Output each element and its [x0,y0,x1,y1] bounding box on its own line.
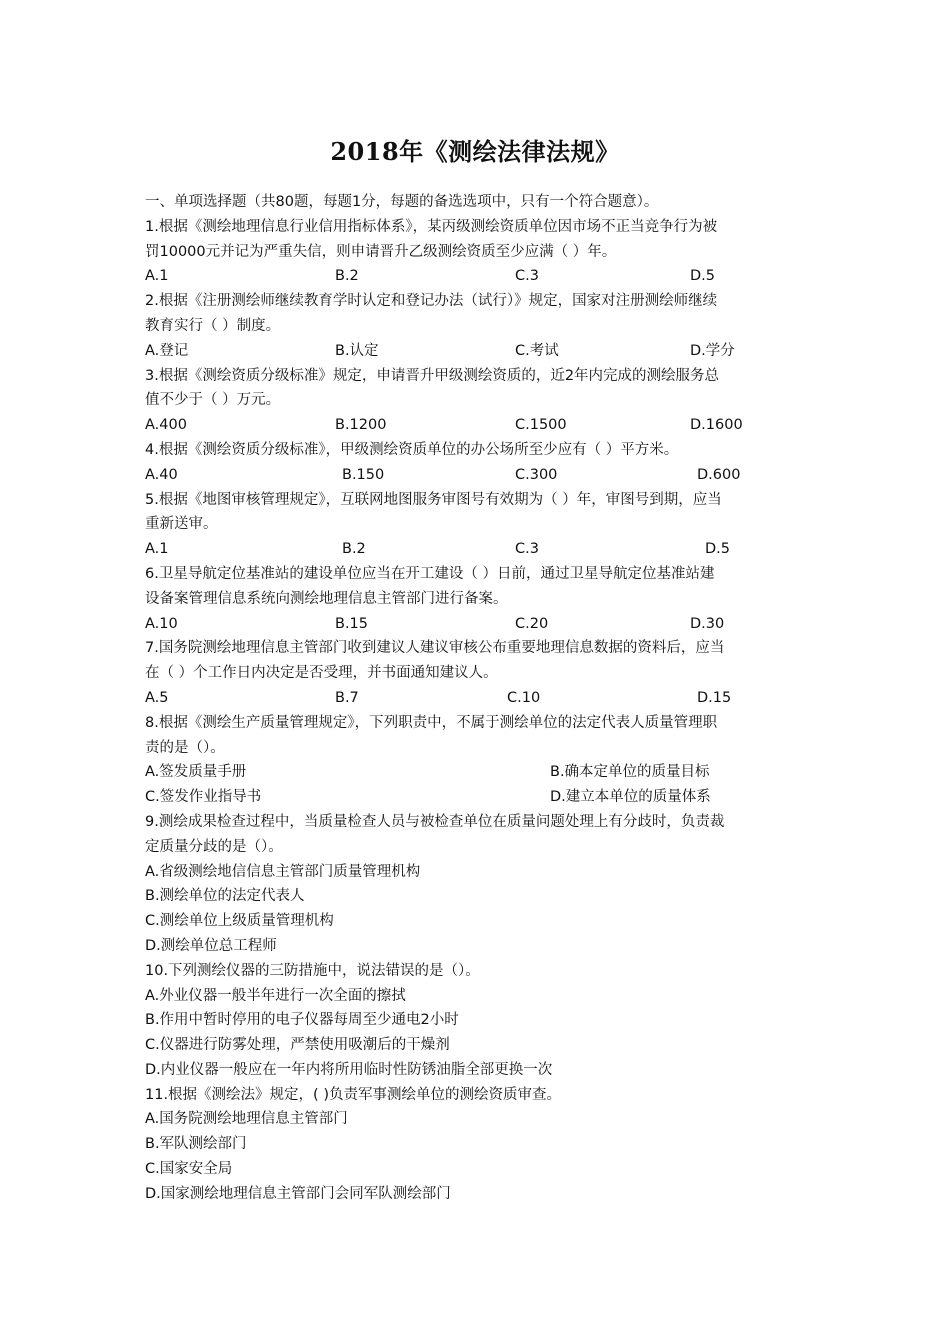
question-text: 10.下列测绘仪器的三防措施中，说法错误的是（）。 [145,962,480,979]
question-7 [145,636,810,710]
question-text: 7.国务院测绘地理信息主管部门收到建议人建议审核公布重要地理信息数据的资料后，应当 [145,640,725,657]
option-d: D.国家测绘地理信息主管部门会同军队测绘部门 [145,1185,451,1202]
option-a: A.登记 [145,342,189,359]
question-5 [145,488,810,562]
question-text: 2.根据《注册测绘师继续教育学时认定和登记办法（试行）》规定，国家对注册测绘师继续 [145,293,718,310]
option-d: D.学分 [690,342,735,359]
document-title: 2018年《测绘法律法规》 [330,137,620,166]
option-b: B.15 [335,615,369,632]
option-d: D.5 [690,268,715,285]
option-b: B.军队测绘部门 [145,1136,247,1153]
option-c: C.10 [507,689,541,706]
option-c: C.测绘单位上级质量管理机构 [145,913,334,930]
option-b: B.2 [335,268,359,285]
option-c: C.考试 [515,342,559,359]
option-a: A.省级测绘地信信息主管部门质量管理机构 [145,863,421,880]
section-heading: 一、单项选择题（共80题，每题1分，每题的备选选项中，只有一个符合题意）。 [145,194,659,210]
question-2 [145,289,810,363]
question-text: 定质量分歧的是（）。 [145,838,283,855]
options-row [145,413,810,438]
option-a: A.国务院测绘地理信息主管部门 [145,1111,348,1128]
question-8 [145,711,810,810]
options-row [145,686,810,711]
option-d: D.测绘单位总工程师 [145,937,277,954]
option-b: B.作用中暂时停用的电子仪器每周至少通电2小时 [145,1012,459,1029]
option-b: B.认定 [335,342,379,359]
option-b: B.150 [342,466,385,483]
document-body [145,190,810,1207]
options-row [145,537,810,562]
question-1 [145,215,810,289]
option-c: C.1500 [515,417,567,434]
option-a: A.5 [145,689,169,706]
option-d: D.内业仪器一般应在一年内将所用临时性防锈油脂全部更换一次 [145,1061,553,1078]
question-text: 3.根据《测绘资质分级标准》规定，申请晋升甲级测绘资质的，近2年内完成的测绘服务总 [145,367,720,384]
question-text: 11.根据《测绘法》规定，( )负责军事测绘单位的测绘资质审查。 [145,1086,561,1103]
question-text: 在（ ）个工作日内决定是否受理，并书面通知建议人。 [145,665,498,682]
option-c: C.仪器进行防雾处理，严禁使用吸潮后的干燥剂 [145,1037,450,1054]
question-text: 4.根据《测绘资质分级标准》，甲级测绘资质单位的办公场所至少应有（ ）平方米。 [145,441,679,458]
option-c: C.3 [515,268,539,285]
option-d: D.15 [697,689,732,706]
option-b: B.测绘单位的法定代表人 [145,888,305,905]
option-a: A.10 [145,615,178,632]
option-b: B.确本定单位的质量目标 [550,764,710,781]
option-b: B.7 [335,689,359,706]
question-text: 设备案管理信息系统向测绘地理信息主管部门进行备案。 [145,590,508,607]
options-row [145,339,810,364]
question-text: 重新送审。 [145,516,218,533]
option-d: D.1600 [690,417,743,434]
options-row [145,760,810,785]
option-a: A.1 [145,268,169,285]
question-text: 罚10000元并记为严重失信，则申请晋升乙级测绘资质至少应满（ ）年。 [145,243,617,260]
question-text: 1.根据《测绘地理信息行业信用指标体系》，某丙级测绘资质单位因市场不正当竞争行为被 [145,218,718,235]
options-row [145,264,810,289]
option-c: C.国家安全局 [145,1161,233,1178]
option-a: A.400 [145,417,187,434]
option-d: D.600 [697,466,741,483]
question-9 [145,810,810,959]
option-a: A.1 [145,541,169,558]
option-a: A.签发质量手册 [145,764,247,781]
option-c: C.20 [515,615,549,632]
question-text: 9.测绘成果检查过程中，当质量检查人员与被检查单位在质量问题处理上有分歧时，负责裁 [145,813,725,830]
option-c: C.签发作业指导书 [145,789,262,806]
options-row [145,463,810,488]
question-11 [145,1083,810,1207]
question-6 [145,562,810,636]
option-b: B.1200 [335,417,387,434]
question-text: 6.卫星导航定位基准站的建设单位应当在开工建设（ ）日前，通过卫星导航定位基准站建 [145,565,715,582]
option-b: B.2 [342,541,366,558]
option-d: D.5 [705,541,730,558]
question-3 [145,364,810,438]
question-text: 教育实行（ ）制度。 [145,317,281,334]
options-row [145,612,810,637]
question-10 [145,959,810,1083]
option-c: C.300 [515,466,558,483]
question-text: 5.根据《地图审核管理规定》，互联网地图服务审图号有效期为（ ）年，审图号到期，应当 [145,491,722,508]
option-a: A.外业仪器一般半年进行一次全面的擦拭 [145,987,406,1004]
option-d: D.建立本单位的质量体系 [550,789,711,806]
options-row [145,785,810,810]
option-c: C.3 [515,541,539,558]
question-text: 值不少于（ ）万元。 [145,392,281,409]
question-4 [145,438,810,488]
question-text: 8.根据《测绘生产质量管理规定》，下列职责中，不属于测绘单位的法定代表人质量管理职 [145,714,718,731]
option-a: A.40 [145,466,178,483]
option-d: D.30 [690,615,725,632]
question-text: 责的是（）。 [145,739,225,756]
